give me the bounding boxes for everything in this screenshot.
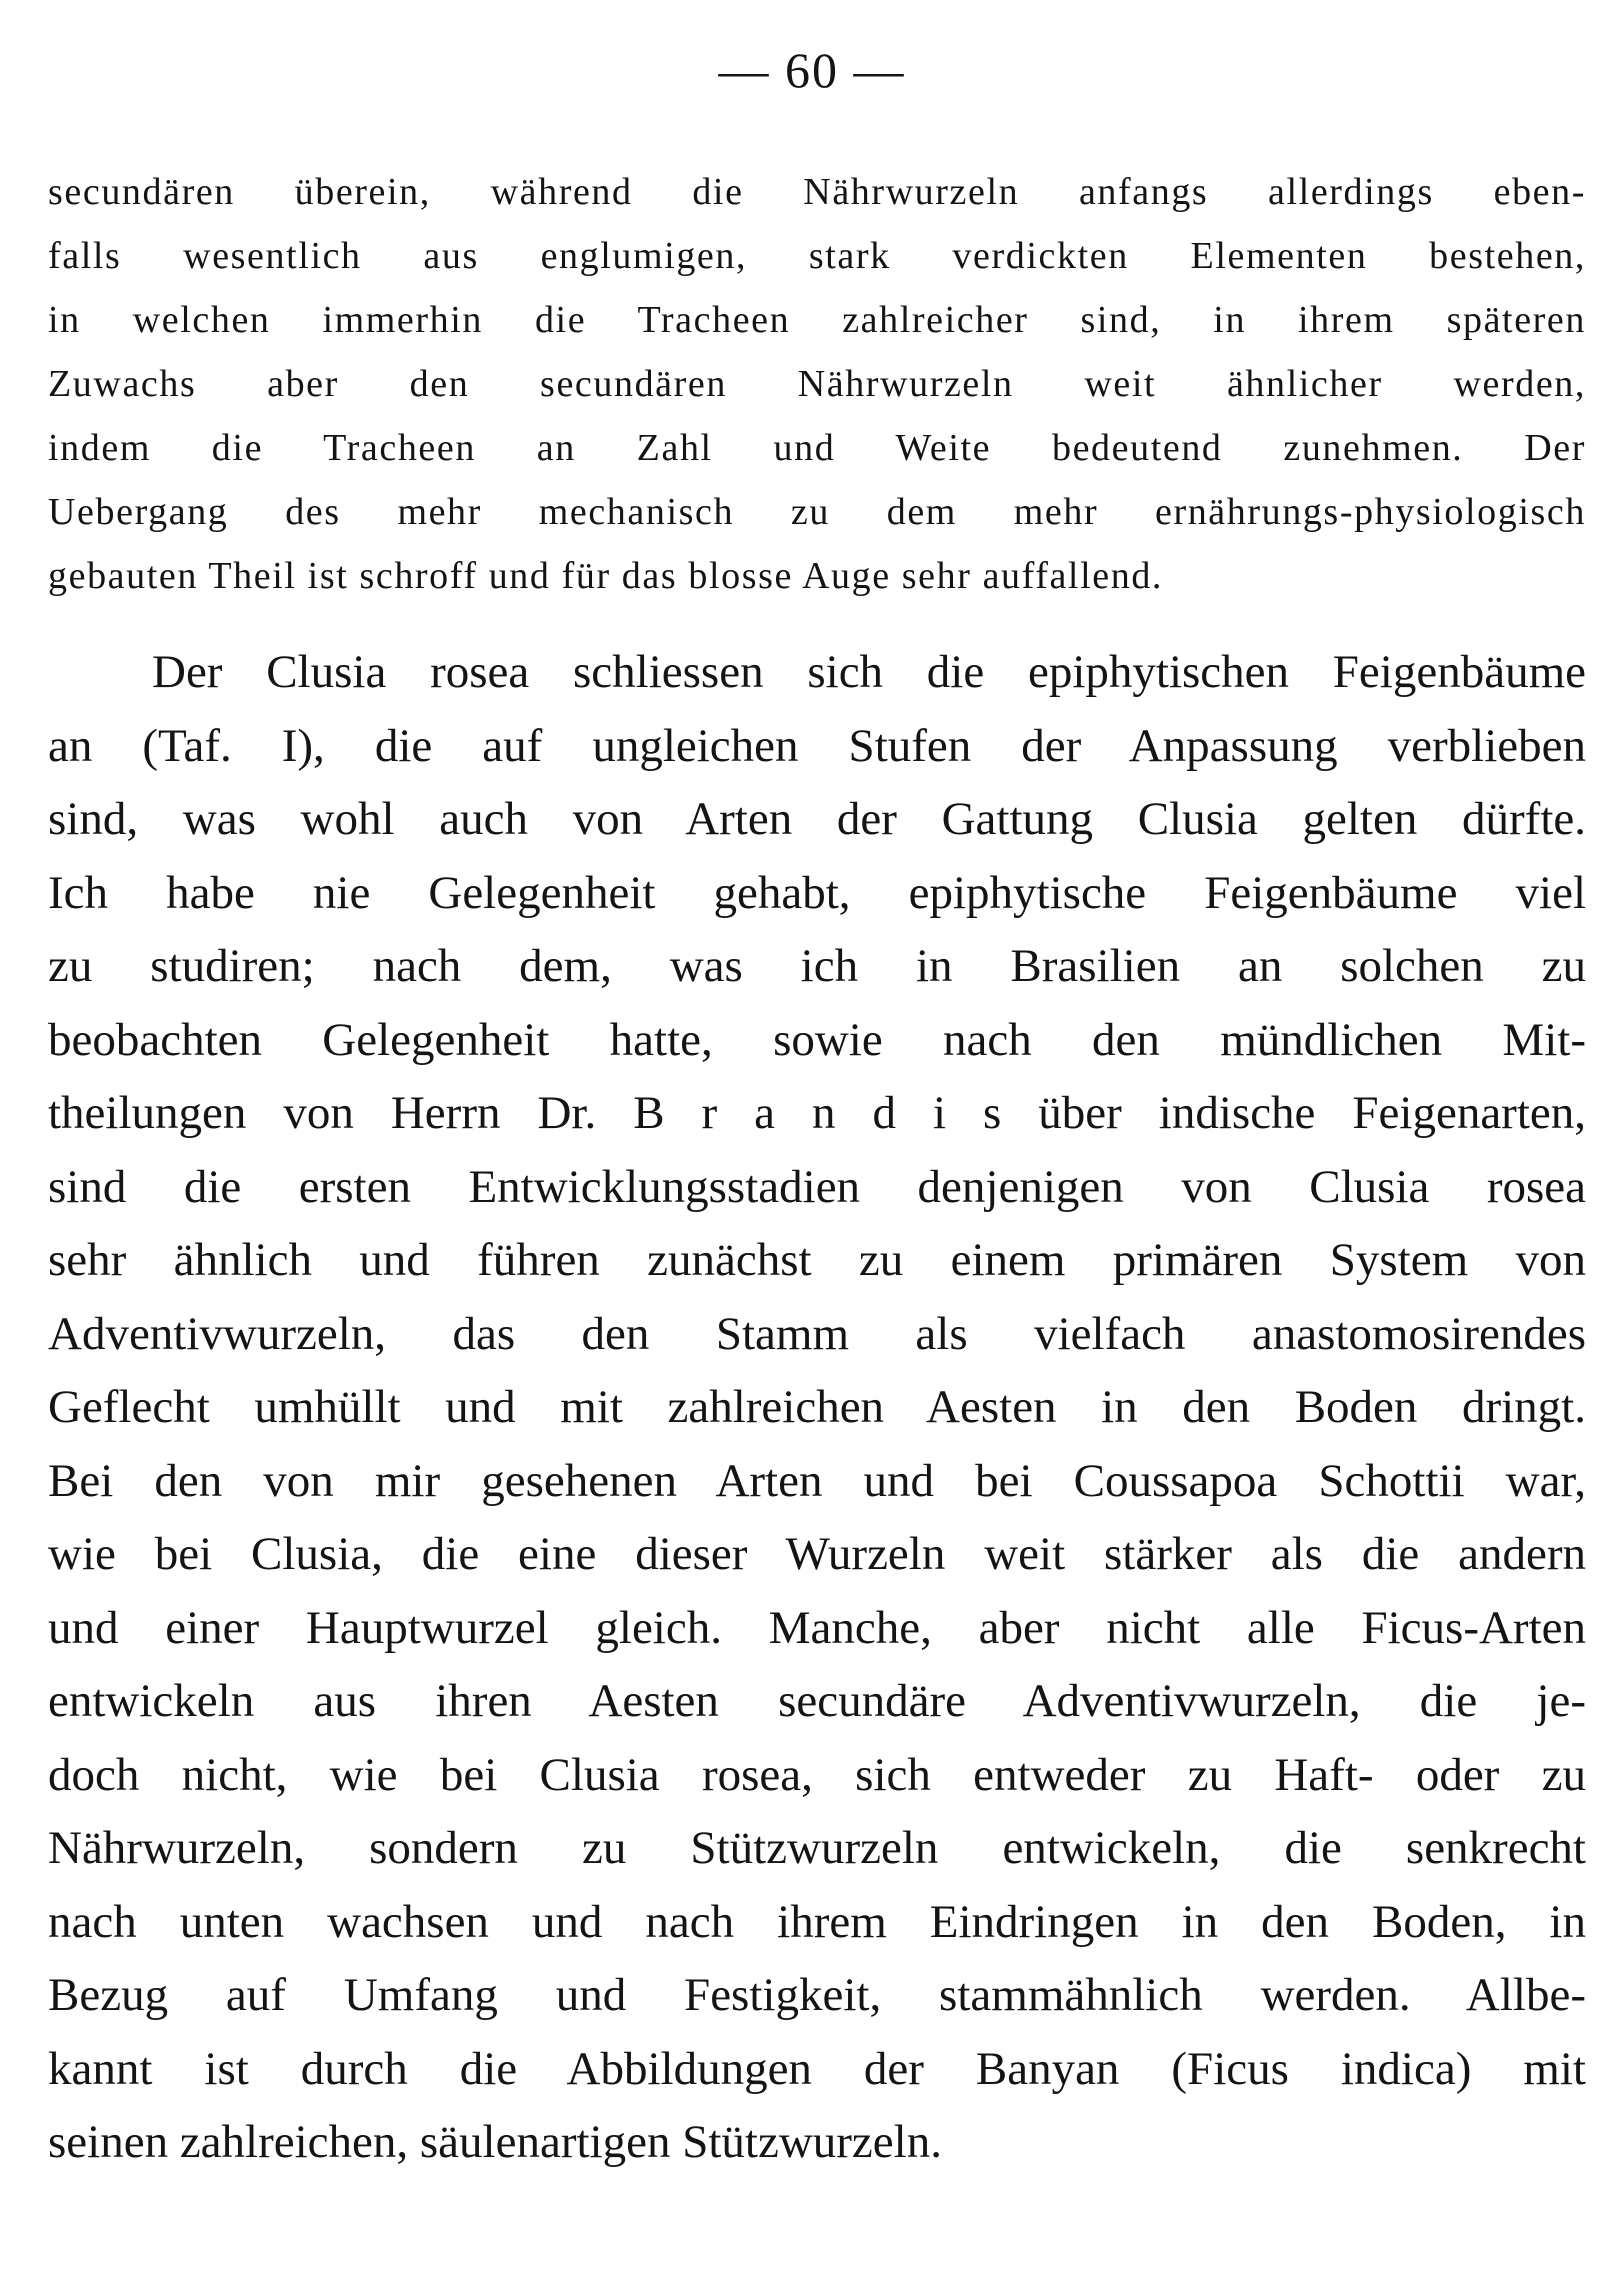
text-line: indem die Tracheen an Zahl und Weite bedeutend zunehmen. Der xyxy=(48,427,1586,469)
text-line: beobachten Gelegenheit hatte, sowie nach den mündlichen Mit- xyxy=(48,1013,1586,1066)
text-line: Bezug auf Umfang und Festigkeit, stammähnlich werden. Allbe- xyxy=(48,1969,1586,2021)
text-line: Zuwachs aber den secundären Nährwurzeln weit ähnlicher werden, xyxy=(48,363,1586,405)
text-line: secundären überein, während die Nährwurzeln anfangs allerdings eben- xyxy=(48,171,1586,213)
text-line: und einer Hauptwurzel gleich. Manche, aber nicht alle Ficus-Arten xyxy=(48,1601,1586,1654)
text-line: gebauten Theil ist schroff und für das blosse Auge sehr auffallend. xyxy=(48,555,1164,597)
text-line: Bei den von mir gesehenen Arten und bei Coussapoa Schottii war, xyxy=(48,1454,1586,1507)
page-number: — 60 — xyxy=(718,42,906,98)
text-line: seinen zahlreichen, säulenartigen Stützwurzeln. xyxy=(48,2116,942,2168)
text-line: wie bei Clusia, die eine dieser Wurzeln weit stärker als die andern xyxy=(48,1528,1586,1580)
text-line: nach unten wachsen und nach ihrem Eindringen in den Boden, in xyxy=(48,1895,1586,1948)
text-line: falls wesentlich aus englumigen, stark verdickten Elementen bestehen, xyxy=(48,235,1586,277)
text-line: entwickeln aus ihren Aesten secundäre Adventivwurzeln, die je- xyxy=(48,1675,1586,1727)
text-line: in welchen immerhin die Tracheen zahlreicher sind, in ihrem späteren xyxy=(48,299,1586,341)
text-line: sind die ersten Entwicklungsstadien denjenigen von Clusia rosea xyxy=(48,1160,1586,1213)
text-line: zu studiren; nach dem, was ich in Brasilien an solchen zu xyxy=(48,940,1586,992)
text-line: Ich habe nie Gelegenheit gehabt, epiphytische Feigenbäume viel xyxy=(48,866,1586,919)
text-line: an (Taf. I), die auf ungleichen Stufen der Anpassung verblieben xyxy=(48,719,1586,772)
text-line: kannt ist durch die Abbildungen der Banyan (Ficus indica) mit xyxy=(48,2042,1586,2095)
paragraph-continuation xyxy=(48,160,1586,608)
text-line: doch nicht, wie bei Clusia rosea, sich entweder zu Haft- oder zu xyxy=(48,1748,1586,1801)
paragraph-main xyxy=(48,636,1586,2180)
text-line: Nährwurzeln, sondern zu Stützwurzeln entwickeln, die senkrecht xyxy=(48,1822,1586,1874)
text-line: Der Clusia rosea schliessen sich die epiphytischen Feigenbäume xyxy=(152,646,1586,698)
text-line: Adventivwurzeln, das den Stamm als vielfach anastomosirendes xyxy=(48,1307,1586,1360)
text-line: sehr ähnlich und führen zunächst zu einem primären System von xyxy=(48,1234,1586,1286)
text-line: theilungen von Herrn Dr. B r a n d i s über indische Feigenarten, xyxy=(48,1087,1586,1139)
text-line: Uebergang des mehr mechanisch zu dem mehr ernährungs-physiologisch xyxy=(48,491,1586,533)
text-line: Geflecht umhüllt und mit zahlreichen Aesten in den Boden dringt. xyxy=(48,1381,1586,1433)
text-line: sind, was wohl auch von Arten der Gattung Clusia gelten dürfte. xyxy=(48,793,1586,845)
